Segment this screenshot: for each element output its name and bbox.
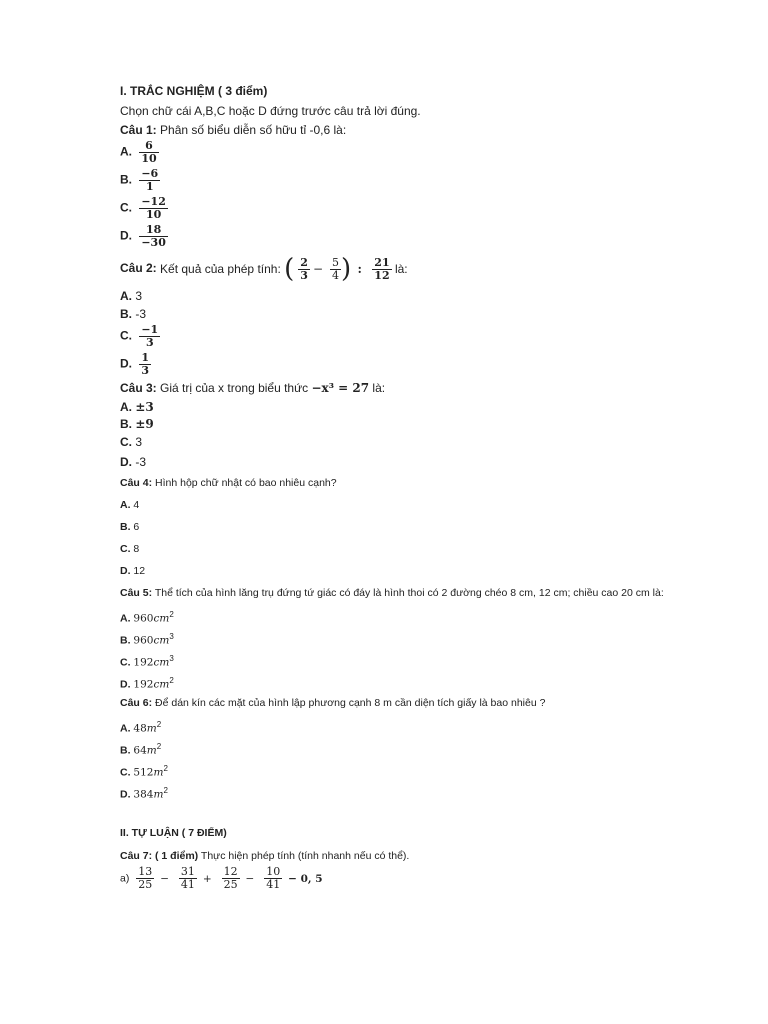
option-letter: B.	[120, 172, 132, 187]
option-unit: m	[153, 788, 164, 801]
option-value: 960	[133, 634, 154, 647]
section1-instruction: Chọn chữ cái A,B,C hoặc D đứng trước câu trả lời đúng.	[120, 104, 421, 118]
q3-option-a	[120, 400, 154, 414]
option-unit: cm	[153, 678, 170, 691]
fraction: $\frac{18}{-30}$	[141, 223, 166, 249]
q7-part-a	[120, 866, 326, 891]
q6-text: Để dán kín các mặt của hình lập phương cạnh 8 m cần diện tích giấy là bao nhiêu ?	[155, 697, 546, 709]
option-value: 192	[133, 678, 154, 691]
option-value: 192	[133, 656, 154, 669]
q7-label: Câu 7: ( 1 điểm)	[120, 850, 199, 862]
q4-option-d	[120, 564, 145, 578]
option-exponent: 3	[169, 632, 174, 641]
option-letter: D.	[120, 455, 132, 469]
option-exponent: 2	[169, 610, 174, 619]
q4-prompt	[120, 476, 337, 490]
q1-option-d	[120, 224, 168, 249]
fraction: $\frac{21}{12}$	[374, 255, 390, 282]
q3-prompt	[120, 381, 385, 395]
q5-option-a	[120, 608, 174, 626]
fraction: $\frac{5}{4}$	[332, 255, 340, 282]
q4-option-c	[120, 542, 139, 556]
option-unit: m	[153, 766, 164, 779]
option-unit: m	[146, 722, 157, 735]
fraction: $\frac{12}{25}$	[223, 865, 238, 891]
option-letter: B.	[120, 307, 132, 321]
option-value: 64	[133, 744, 147, 757]
q3-tail: là:	[372, 381, 386, 395]
section2-heading: II. TỰ LUẬN ( 7 ĐIỂM)	[120, 827, 227, 839]
option-exponent: 2	[163, 764, 168, 773]
option-value: 3	[135, 435, 143, 449]
q3-text: Giá trị của x trong biểu thức	[160, 381, 309, 395]
q1-option-a	[120, 140, 159, 165]
part-label: a)	[120, 872, 130, 885]
option-value: 4	[133, 499, 140, 511]
q2-label: Câu 2:	[120, 261, 157, 276]
q1-prompt	[120, 123, 346, 137]
q3-option-b	[120, 417, 154, 431]
q6-option-a	[120, 718, 161, 736]
fraction: $\frac{10}{41}$	[266, 865, 281, 891]
option-letter: A.	[120, 499, 131, 511]
option-unit: cm	[153, 634, 170, 647]
section1-heading: I. TRẮC NGHIỆM ( 3 điểm)	[120, 84, 268, 98]
q3-option-d	[120, 455, 146, 469]
option-letter: B.	[120, 634, 131, 647]
option-letter: C.	[120, 200, 132, 215]
option-letter: C.	[120, 328, 132, 343]
q5-option-b	[120, 630, 174, 648]
right-paren: )	[341, 254, 352, 284]
q2-option-a	[120, 289, 142, 303]
q3-expression: −x³ = 27	[311, 381, 370, 395]
q4-option-b	[120, 520, 139, 534]
q1-label: Câu 1:	[120, 123, 157, 137]
expression-tail: − 0, 5	[288, 872, 323, 885]
q4-option-a	[120, 498, 139, 512]
option-letter: A.	[120, 144, 132, 159]
option-value: 48	[133, 722, 147, 735]
option-letter: D.	[120, 788, 131, 801]
q6-option-d	[120, 784, 168, 802]
q7-text: Thực hiện phép tính (tính nhanh nếu có thể).	[200, 850, 410, 862]
option-value: -3	[135, 307, 147, 321]
option-exponent: 2	[169, 676, 174, 685]
q4-label: Câu 4:	[120, 477, 153, 489]
option-value: 512	[133, 766, 154, 779]
option-value: ±3	[135, 400, 154, 414]
fraction: $\frac{13}{25}$	[138, 865, 153, 891]
option-value: 12	[133, 565, 146, 577]
option-letter: B.	[120, 744, 131, 757]
operator: :	[357, 262, 362, 276]
q5-text: Thể tích của hình lăng trụ đứng tứ giác có đáy là hình thoi có 2 đường chéo 8 cm, 12 cm; chiều cao 20 cm là:	[154, 587, 664, 599]
fraction: $\frac{2}{3}$	[300, 255, 308, 282]
option-value: 8	[133, 543, 140, 555]
option-value: 960	[133, 612, 154, 625]
option-exponent: 2	[156, 742, 162, 751]
option-letter: C.	[120, 766, 131, 779]
option-letter: B.	[120, 417, 132, 431]
q2-option-c	[120, 324, 160, 349]
fraction: $\frac{1}{3}$	[141, 351, 149, 377]
q7-prompt	[120, 849, 409, 863]
option-letter: D.	[120, 228, 132, 243]
fraction: $\frac{-6}{1}$	[141, 167, 159, 193]
option-exponent: 2	[156, 720, 162, 729]
option-exponent: 3	[169, 654, 174, 663]
option-letter: A.	[120, 400, 132, 414]
q1-option-b	[120, 168, 160, 193]
q6-option-b	[120, 740, 161, 758]
q1-text: Phân số biểu diễn số hữu tỉ -0,6 là:	[160, 123, 347, 137]
fraction: $\frac{31}{41}$	[180, 865, 195, 891]
q2-option-b	[120, 307, 146, 321]
option-letter: A.	[120, 612, 131, 625]
fraction: $\frac{-1}{3}$	[141, 323, 159, 349]
q5-option-c	[120, 652, 174, 670]
q3-label: Câu 3:	[120, 381, 157, 395]
option-letter: D.	[120, 565, 131, 577]
option-value: -3	[135, 455, 147, 469]
q4-text: Hình hộp chữ nhật có bao nhiêu cạnh?	[155, 477, 337, 489]
q1-option-c	[120, 196, 168, 221]
q6-label: Câu 6:	[120, 697, 153, 709]
option-letter: C.	[120, 656, 131, 669]
option-value: ±9	[135, 417, 154, 431]
fraction: $\frac{-12}{10}$	[141, 195, 166, 221]
q6-prompt	[120, 696, 545, 710]
operator: −	[312, 262, 324, 276]
q5-label: Câu 5:	[120, 587, 153, 599]
option-value: 6	[133, 521, 140, 533]
option-letter: A.	[120, 722, 131, 735]
option-letter: C.	[120, 543, 131, 555]
operator: −	[160, 872, 169, 885]
q6-option-c	[120, 762, 168, 780]
operator: −	[245, 872, 255, 885]
left-paren: (	[284, 254, 295, 284]
option-value: 3	[135, 289, 143, 303]
q2-text: Kết quả của phép tính:	[160, 262, 281, 276]
option-exponent: 2	[163, 786, 168, 795]
option-unit: m	[146, 744, 157, 757]
q2-tail: là:	[394, 262, 408, 276]
q5-prompt	[120, 586, 664, 600]
operator: +	[202, 872, 212, 885]
option-unit: cm	[153, 612, 170, 625]
option-value: 384	[133, 788, 154, 801]
q3-option-c	[120, 435, 142, 449]
option-unit: cm	[153, 656, 170, 669]
q5-option-d	[120, 674, 174, 692]
q2-prompt	[120, 256, 408, 282]
q2-option-d	[120, 352, 151, 377]
option-letter: D.	[120, 356, 132, 371]
fraction: $\frac{6}{10}$	[141, 139, 157, 165]
option-letter: D.	[120, 678, 131, 691]
option-letter: A.	[120, 289, 132, 303]
option-letter: C.	[120, 435, 132, 449]
option-letter: B.	[120, 521, 131, 533]
